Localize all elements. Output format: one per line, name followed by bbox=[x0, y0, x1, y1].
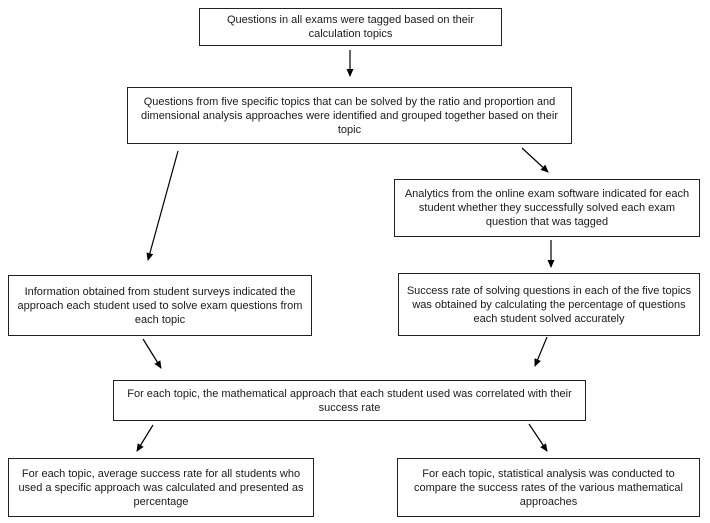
node-statistical-analysis: For each topic, statistical analysis was conducted to compare the success rates of the various mathematical approaches bbox=[397, 458, 700, 517]
arrow-surveys-to-correlated bbox=[143, 339, 161, 368]
node-approach-correlated: For each topic, the mathematical approach that each student used was correlated with their success rate bbox=[113, 380, 586, 421]
node-success-rate-calculated: Success rate of solving questions in each of the five topics was obtained by calculating the percentage of questions each student solved accurately bbox=[398, 273, 700, 336]
node-analytics-online-exam: Analytics from the online exam software indicated for each student whether they successfully solved each exam question that was tagged bbox=[394, 179, 700, 237]
node-student-surveys: Information obtained from student surveys indicated the approach each student used to solve exam questions from each topic bbox=[8, 275, 312, 336]
node-topics-grouped: Questions from five specific topics that can be solved by the ratio and proportion and dimensional analysis approaches were identified and grouped together based on their topic bbox=[127, 87, 572, 144]
arrow-correlated-to-average bbox=[137, 425, 153, 451]
arrow-correlated-to-stats bbox=[529, 424, 547, 451]
node-questions-tagged: Questions in all exams were tagged based on their calculation topics bbox=[199, 8, 502, 46]
node-average-success-rate: For each topic, average success rate for all students who used a specific approach was calculated and presented as percentage bbox=[8, 458, 314, 517]
arrow-grouped-to-analytics bbox=[522, 148, 548, 172]
arrow-success-to-correlated bbox=[535, 337, 547, 366]
arrow-grouped-to-surveys bbox=[148, 151, 178, 260]
